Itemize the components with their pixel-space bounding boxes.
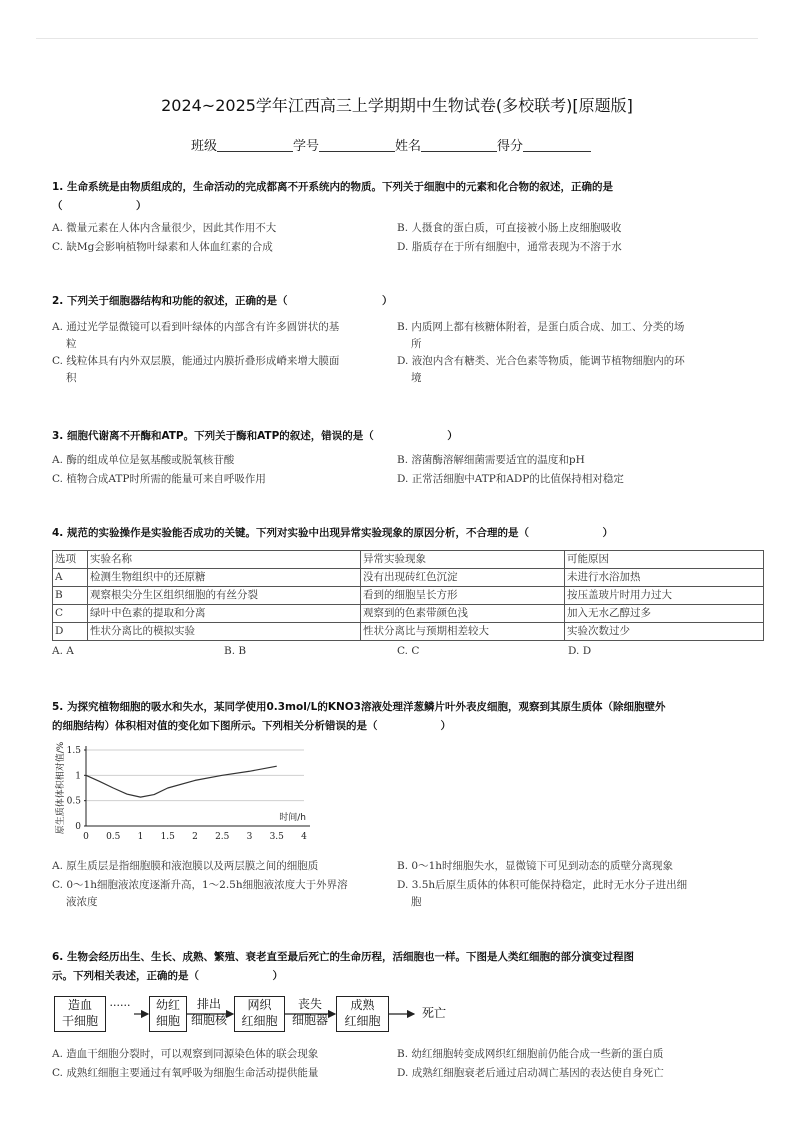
option-d[interactable] <box>397 353 737 387</box>
box-text: 造血 <box>67 998 92 1012</box>
option-c[interactable] <box>52 877 387 911</box>
x-tick-label: 0.5 <box>106 832 121 842</box>
question-3 <box>52 427 762 492</box>
option-d[interactable]: D. 成熟红细胞衰老后通过启动凋亡基因的表达使自身死亡 <box>397 1067 664 1079</box>
x-tick-label: 3.5 <box>269 832 284 842</box>
x-axis-label: 时间/h <box>279 813 306 823</box>
table-cell: 按压盖玻片时用力过大 <box>565 587 764 605</box>
box-text: 红细胞 <box>344 1014 381 1028</box>
table-row <box>53 605 764 623</box>
x-tick-label: 1.5 <box>160 832 175 842</box>
red-cell-flow-diagram <box>52 992 472 1036</box>
table-cell: 未进行水浴加热 <box>565 569 764 587</box>
table-row <box>53 587 764 605</box>
option-a[interactable]: A. A <box>52 645 74 657</box>
question-stem <box>52 948 762 986</box>
step-expel-nucleus <box>186 996 232 1028</box>
class-label: 班级 <box>191 139 218 154</box>
y-axis-label: 原生质体体积相对值/% <box>56 742 66 835</box>
x-tick-label: 2.5 <box>215 832 230 842</box>
x-tick-label: 2 <box>192 832 198 842</box>
option-a[interactable]: A. 酶的组成单位是氨基酸或脱氧核苷酸 <box>52 454 235 466</box>
options <box>52 643 762 661</box>
stem-line: 5. 为探究植物细胞的吸水和失水，某同学使用0.3mol/L的KNO3溶液处理洋葱鳞片叶外表皮细胞，观察到其原生质体（除细胞壁外 <box>52 701 666 713</box>
option-line: C. 0～1h细胞液浓度逐渐升高，1～2.5h细胞液浓度大于外界溶 <box>52 879 348 891</box>
table-header: 实验名称 <box>88 551 361 569</box>
question-1 <box>52 178 762 264</box>
option-line: C. 线粒体具有内外双层膜，能通过内膜折叠形成嵴来增大膜面 <box>52 355 340 367</box>
table-header-row <box>53 551 764 569</box>
option-a[interactable]: A. 原生质层是指细胞膜和液泡膜以及两层膜之间的细胞质 <box>52 860 319 872</box>
option-d[interactable]: D. D <box>568 645 592 657</box>
step-text: 细胞器 <box>291 1013 328 1027</box>
option-d[interactable]: D. 正常活细胞中ATP和ADP的比值保持相对稳定 <box>397 473 624 485</box>
table-cell: D <box>53 623 88 641</box>
question-stem: 4. 规范的实验操作是实验能否成功的关键。下列对实验中出现异常实验现象的原因分析，不合理的是（ ） <box>52 527 613 539</box>
option-b[interactable] <box>397 319 737 353</box>
option-c[interactable]: C. 成熟红细胞主要通过有氧呼吸为细胞生命活动提供能量 <box>52 1067 319 1079</box>
volume-line-chart <box>52 742 322 850</box>
stem-line: 示。下列相关表述，正确的是（ ） <box>52 970 283 982</box>
score-label: 得分 <box>497 139 524 154</box>
table-header: 选项 <box>53 551 88 569</box>
option-line: 所 <box>411 338 422 350</box>
option-c[interactable]: C. 缺Mg会影响植物叶绿素和人体血红素的合成 <box>52 241 273 253</box>
student-info-line <box>191 135 591 154</box>
question-6 <box>52 948 762 986</box>
box-text: 细胞 <box>155 1014 180 1028</box>
y-tick-label: 1.5 <box>66 746 81 756</box>
table-cell: 观察到的色素带颜色浅 <box>361 605 565 623</box>
option-line: 胞 <box>411 896 422 908</box>
option-line: B. 内质网上都有核糖体附着，是蛋白质合成、加工、分类的场 <box>397 321 685 333</box>
options <box>52 1046 762 1086</box>
option-line: D. 3.5h后原生质体的体积可能保持稳定，此时无水分子进出细 <box>397 879 688 891</box>
table-cell: 性状分离比的模拟实验 <box>88 623 361 641</box>
option-a[interactable] <box>52 319 387 353</box>
y-tick-label: 0 <box>75 822 81 832</box>
question-6-options <box>52 1046 762 1086</box>
box-text: 幼红 <box>155 998 180 1012</box>
option-line: 境 <box>411 372 422 384</box>
series-line <box>86 766 277 797</box>
table-cell: 检测生物组织中的还原糖 <box>88 569 361 587</box>
question-stem <box>52 178 762 216</box>
id-blank[interactable] <box>319 137 395 152</box>
option-line: A. 通过光学显微镜可以看到叶绿体的内部含有许多圆饼状的基 <box>52 321 340 333</box>
ellipsis-dots: ······ <box>109 999 131 1012</box>
table-cell: 绿叶中色素的提取和分离 <box>88 605 361 623</box>
step-lose-organelles <box>286 996 334 1028</box>
table-cell: A <box>53 569 88 587</box>
options <box>52 220 762 264</box>
hematopoietic-stem-cell-box <box>54 996 106 1032</box>
option-line: 积 <box>66 372 77 384</box>
stem-line: 的细胞结构）体积相对值的变化如下图所示。下列相关分析错误的是（ ） <box>52 720 451 732</box>
death-label: 死亡 <box>421 1006 446 1020</box>
table-cell: 观察根尖分生区组织细胞的有丝分裂 <box>88 587 361 605</box>
table-cell: 性状分离比与预期相差较大 <box>361 623 565 641</box>
question-5 <box>52 698 762 736</box>
stem-line: 6. 生物会经历出生、生长、成熟、繁殖、衰老直至最后死亡的生命历程，活细胞也一样。下图是人类红细胞的部分演变过程图 <box>52 951 634 963</box>
y-tick-label: 1 <box>75 771 81 782</box>
option-b[interactable]: B. 溶菌酶溶解细菌需要适宜的温度和pH <box>397 454 585 466</box>
table-header: 可能原因 <box>565 551 764 569</box>
question-5-options <box>52 858 762 914</box>
table-header: 异常实验现象 <box>361 551 565 569</box>
question-stem: 2. 下列关于细胞器结构和功能的叙述，正确的是（ ） <box>52 295 393 307</box>
erythroblast-box <box>149 996 187 1032</box>
page-top-rule <box>36 38 758 39</box>
box-text: 红细胞 <box>241 1014 278 1028</box>
x-tick-label: 1 <box>137 832 144 842</box>
option-b[interactable]: B. B <box>224 645 247 657</box>
x-tick-label: 3 <box>246 832 253 842</box>
option-b[interactable]: B. 幼红细胞转变成网织红细胞前仍能合成一些新的蛋白质 <box>397 1048 664 1060</box>
experiment-table <box>52 550 764 641</box>
box-text: 干细胞 <box>61 1014 98 1028</box>
options <box>52 858 762 914</box>
table-row <box>53 569 764 587</box>
option-d[interactable]: D. 脂质存在于所有细胞中，通常表现为不溶于水 <box>397 241 622 253</box>
option-b[interactable]: B. 0～1h时细胞失水，显微镜下可见到动态的质壁分离现象 <box>397 860 674 872</box>
options <box>52 319 762 393</box>
question-2 <box>52 292 762 393</box>
table-cell: B <box>53 587 88 605</box>
x-tick-label: 4 <box>301 832 307 842</box>
box-text: 成熟 <box>350 998 375 1012</box>
option-a[interactable]: A. 微量元素在人体内含量很少，因此其作用不大 <box>52 222 277 234</box>
option-a[interactable]: A. 造血干细胞分裂时，可以观察到同源染色体的联会现象 <box>52 1048 319 1060</box>
table-cell: 加入无水乙醇过多 <box>565 605 764 623</box>
option-line: 液浓度 <box>66 896 98 908</box>
table-cell: 实验次数过少 <box>565 623 764 641</box>
table-row <box>53 623 764 641</box>
question-stem <box>52 698 762 736</box>
option-c[interactable] <box>52 353 387 387</box>
id-label: 学号 <box>293 139 320 154</box>
table-cell: 没有出现砖红色沉淀 <box>361 569 565 587</box>
options <box>52 452 762 492</box>
step-text: 排出 <box>196 997 221 1011</box>
question-4 <box>52 524 762 661</box>
score-blank[interactable] <box>523 137 591 152</box>
class-blank[interactable] <box>217 137 293 152</box>
reticulocyte-box <box>234 996 285 1032</box>
table-cell: C <box>53 605 88 623</box>
option-d[interactable] <box>397 877 737 911</box>
option-line: 粒 <box>66 338 77 350</box>
option-c[interactable]: C. 植物合成ATP时所需的能量可来自呼吸作用 <box>52 473 266 485</box>
question-stem: 3. 细胞代谢离不开酶和ATP。下列关于酶和ATP的叙述，错误的是（ ） <box>52 430 458 442</box>
name-label: 姓名 <box>395 139 422 154</box>
option-line: D. 液泡内含有糖类、光合色素等物质，能调节植物细胞内的环 <box>397 355 685 367</box>
stem-line: 1. 生命系统是由物质组成的，生命活动的完成都离不开系统内的物质。下列关于细胞中的元素和化合物的叙述，正确的是 <box>52 181 613 193</box>
stem-line: （ ） <box>52 200 147 212</box>
option-b[interactable]: B. 人摄食的蛋白质，可直接被小肠上皮细胞吸收 <box>397 222 622 234</box>
table-cell: 看到的细胞呈长方形 <box>361 587 565 605</box>
step-text: 丧失 <box>297 997 322 1011</box>
box-text: 网织 <box>247 998 272 1012</box>
step-text: 细胞核 <box>190 1013 227 1027</box>
x-tick-label: 0 <box>83 832 89 842</box>
y-tick-label: 0.5 <box>66 796 81 807</box>
option-c[interactable]: C. C <box>397 645 420 657</box>
page-title: 2024~2025学年江西高三上学期期中生物试卷(多校联考)[原题版] <box>161 96 633 115</box>
name-blank[interactable] <box>421 137 497 152</box>
mature-rbc-box <box>336 996 389 1032</box>
